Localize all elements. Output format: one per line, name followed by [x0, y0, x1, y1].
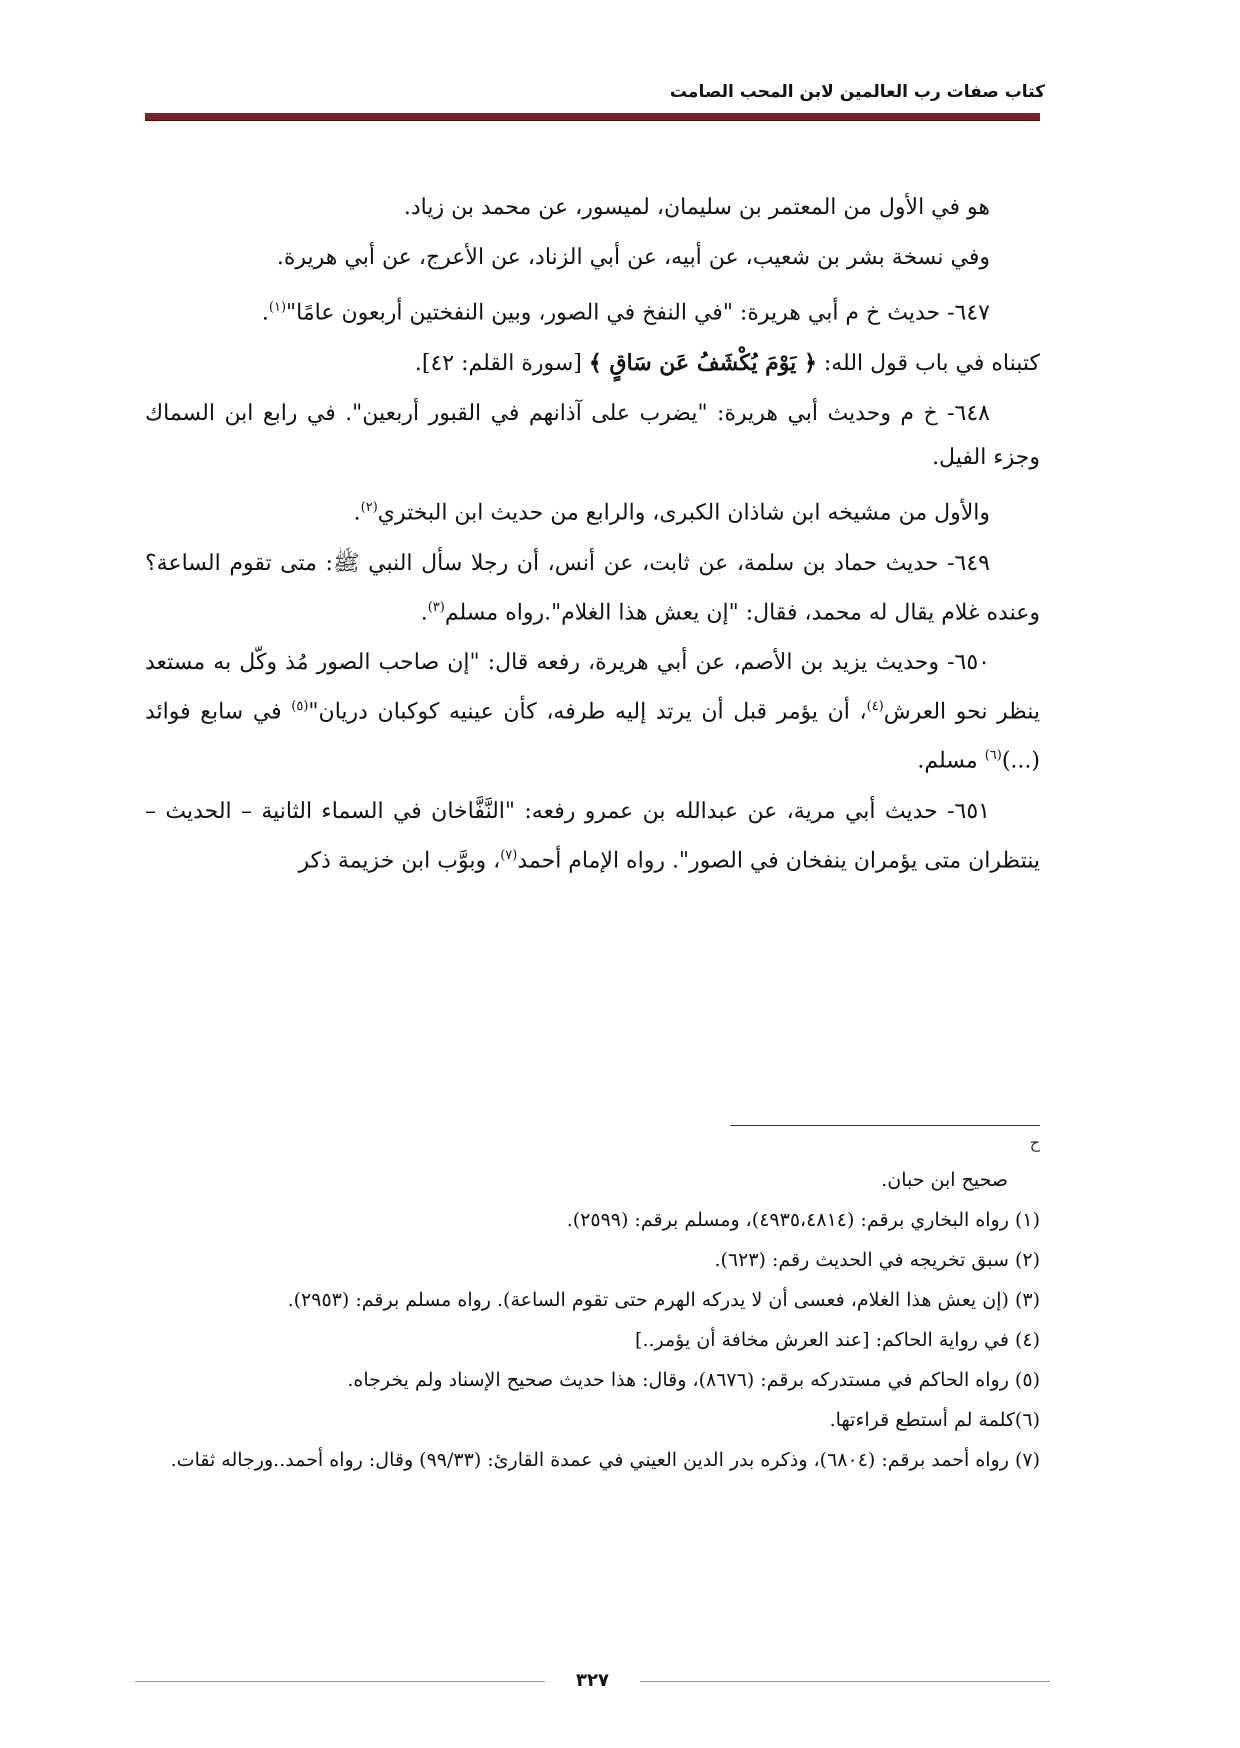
hadith-649-text: ٦٤٩- حديث حماد بن سلمة، عن ثابت، عن أنس، أن رجلا سأل النبي ﷺ: متى تقوم الساعة؟ وعنده غلام يقال له محمد، فقال: "إن يعش هذا الغلام".رواه مسلم: [145, 550, 1040, 625]
hadith-647: [145, 286, 1040, 335]
hadith-649-end: .: [420, 599, 428, 625]
hadith-647-end: .: [261, 300, 269, 326]
citation-intro: كتبناه في باب قول الله:: [816, 351, 1040, 377]
footnote-6: (٦)كلمة لم أستطع قراءتها.: [829, 1409, 1040, 1431]
paragraph-mashyakha: [145, 486, 1040, 535]
paragraph-2: وفي نسخة بشر بن شعيب، عن أبيه، عن أبي الزناد، عن الأعرج، عن أبي هريرة.: [276, 245, 990, 270]
surah-reference: [سورة القلم: ٤٢].: [414, 351, 589, 377]
hadith-650: [145, 641, 1040, 784]
hadith-648: ٦٤٨- خ م وحديث أبي هريرة: "يضرب على آذانهم في القبور أربعين". في رابع ابن السماك وجزء الفيل.: [145, 401, 1040, 471]
paragraph-1: هو في الأول من المعتمر بن سليمان، لميسور، عن محمد بن زياد.: [403, 195, 990, 220]
main-text: [145, 186, 1040, 889]
footnote-3: (٣) (إن يعش هذا الغلام، فعسى أن لا يدركه الهرم حتى تقوم الساعة). رواه مسلم برقم: (٢٩٥٣).: [287, 1289, 1040, 1311]
page-number: ٣٢٧: [576, 1670, 609, 1691]
footnote-1: (١) رواه البخاري برقم: (٤٩٣٥،٤٨١٤)، ومسلم برقم: (٢٥٩٩).: [566, 1209, 1040, 1231]
footnote-ref-3[interactable]: (٣): [427, 599, 445, 615]
mashyakha-text: والأول من مشيخه ابن شاذان الكبرى، والرابع من حديث ابن البختري: [377, 500, 990, 526]
footnote-ref-7[interactable]: (٧): [500, 847, 518, 863]
hadith-650-text-d: مسلم.: [917, 748, 985, 774]
hadith-650-text-c: في سابع فوائد (...): [145, 699, 1040, 774]
hadith-651-text-b: ، وبوَّب ابن خزيمة ذكر: [298, 847, 501, 873]
footer-rule-left: [135, 1681, 545, 1682]
running-header-title: كتاب صفات رب العالمين لابن المحب الصامت: [669, 82, 1045, 102]
page-footer: [135, 1670, 1050, 1692]
footnotes-section: [145, 1160, 1040, 1480]
footnote-7: (٧) رواه أحمد برقم: (٦٨٠٤)، وذكره بدر الدين العيني في عمدة القارئ: (٩٩/٣٣) وقال: رواه أحمد..ورجاله ثقات.: [170, 1449, 1040, 1471]
header-rule: [145, 113, 1040, 121]
hadith-649: [145, 542, 1040, 635]
footer-rule-right: [640, 1681, 1050, 1682]
footnote-continuation: صحيح ابن حبان.: [881, 1169, 1008, 1191]
hadith-651-text-a: ٦٥١- حديث أبي مرية، عن عبدالله بن عمرو رفعه: "النَّفَّاخان في السماء الثانية – الحديث – ينتظران متى يؤمران ينفخان في الصور". رواه الإمام أحمد: [145, 798, 1040, 873]
footnote-2: (٢) سبق تخريجه في الحديث رقم: (٦٢٣).: [714, 1249, 1040, 1271]
paragraph-quran-citation: [145, 341, 1040, 386]
hadith-650-text-a: ٦٥٠- وحديث يزيد بن الأصم، عن أبي هريرة، رفعه قال: "إن صاحب الصور مُذ وكّل به مستعد ينظر نحو العرش: [145, 649, 1041, 725]
hadith-651: [145, 790, 1040, 883]
mashyakha-end: .: [353, 500, 361, 526]
quran-verse: ﴿ يَوْمَ يُكْشَفُ عَن سَاقٍ ﴾: [588, 350, 817, 377]
footnote-5: (٥) رواه الحاكم في مستدركه برقم: (٨٦٧٦)، وقال: هذا حديث صحيح الإسناد ولم يخرجاه.: [347, 1369, 1040, 1391]
footnote-ref-6[interactable]: (٦): [984, 748, 1002, 764]
footnote-4: (٤) في رواية الحاكم: [عند العرش مخافة أن يؤمر..]: [635, 1329, 1040, 1351]
footnote-separator: [730, 1125, 1040, 1126]
footnote-ref-1[interactable]: (١): [268, 300, 287, 315]
footnote-ref-5[interactable]: (٥): [291, 698, 309, 714]
footnote-ref-2[interactable]: (٢): [360, 500, 378, 516]
hadith-650-text-b: ، أن يؤمر قبل أن يرتد إليه طرفه، كأن عينيه كوكبان دريان": [308, 699, 867, 725]
footnote-ref-4[interactable]: (٤): [866, 698, 884, 714]
footnote-continuation-mark: ح: [1029, 1133, 1040, 1152]
hadith-647-text: ٦٤٧- حديث خ م أبي هريرة: "في النفخ في الصور، وبين النفختين أربعون عامًا": [286, 300, 990, 326]
